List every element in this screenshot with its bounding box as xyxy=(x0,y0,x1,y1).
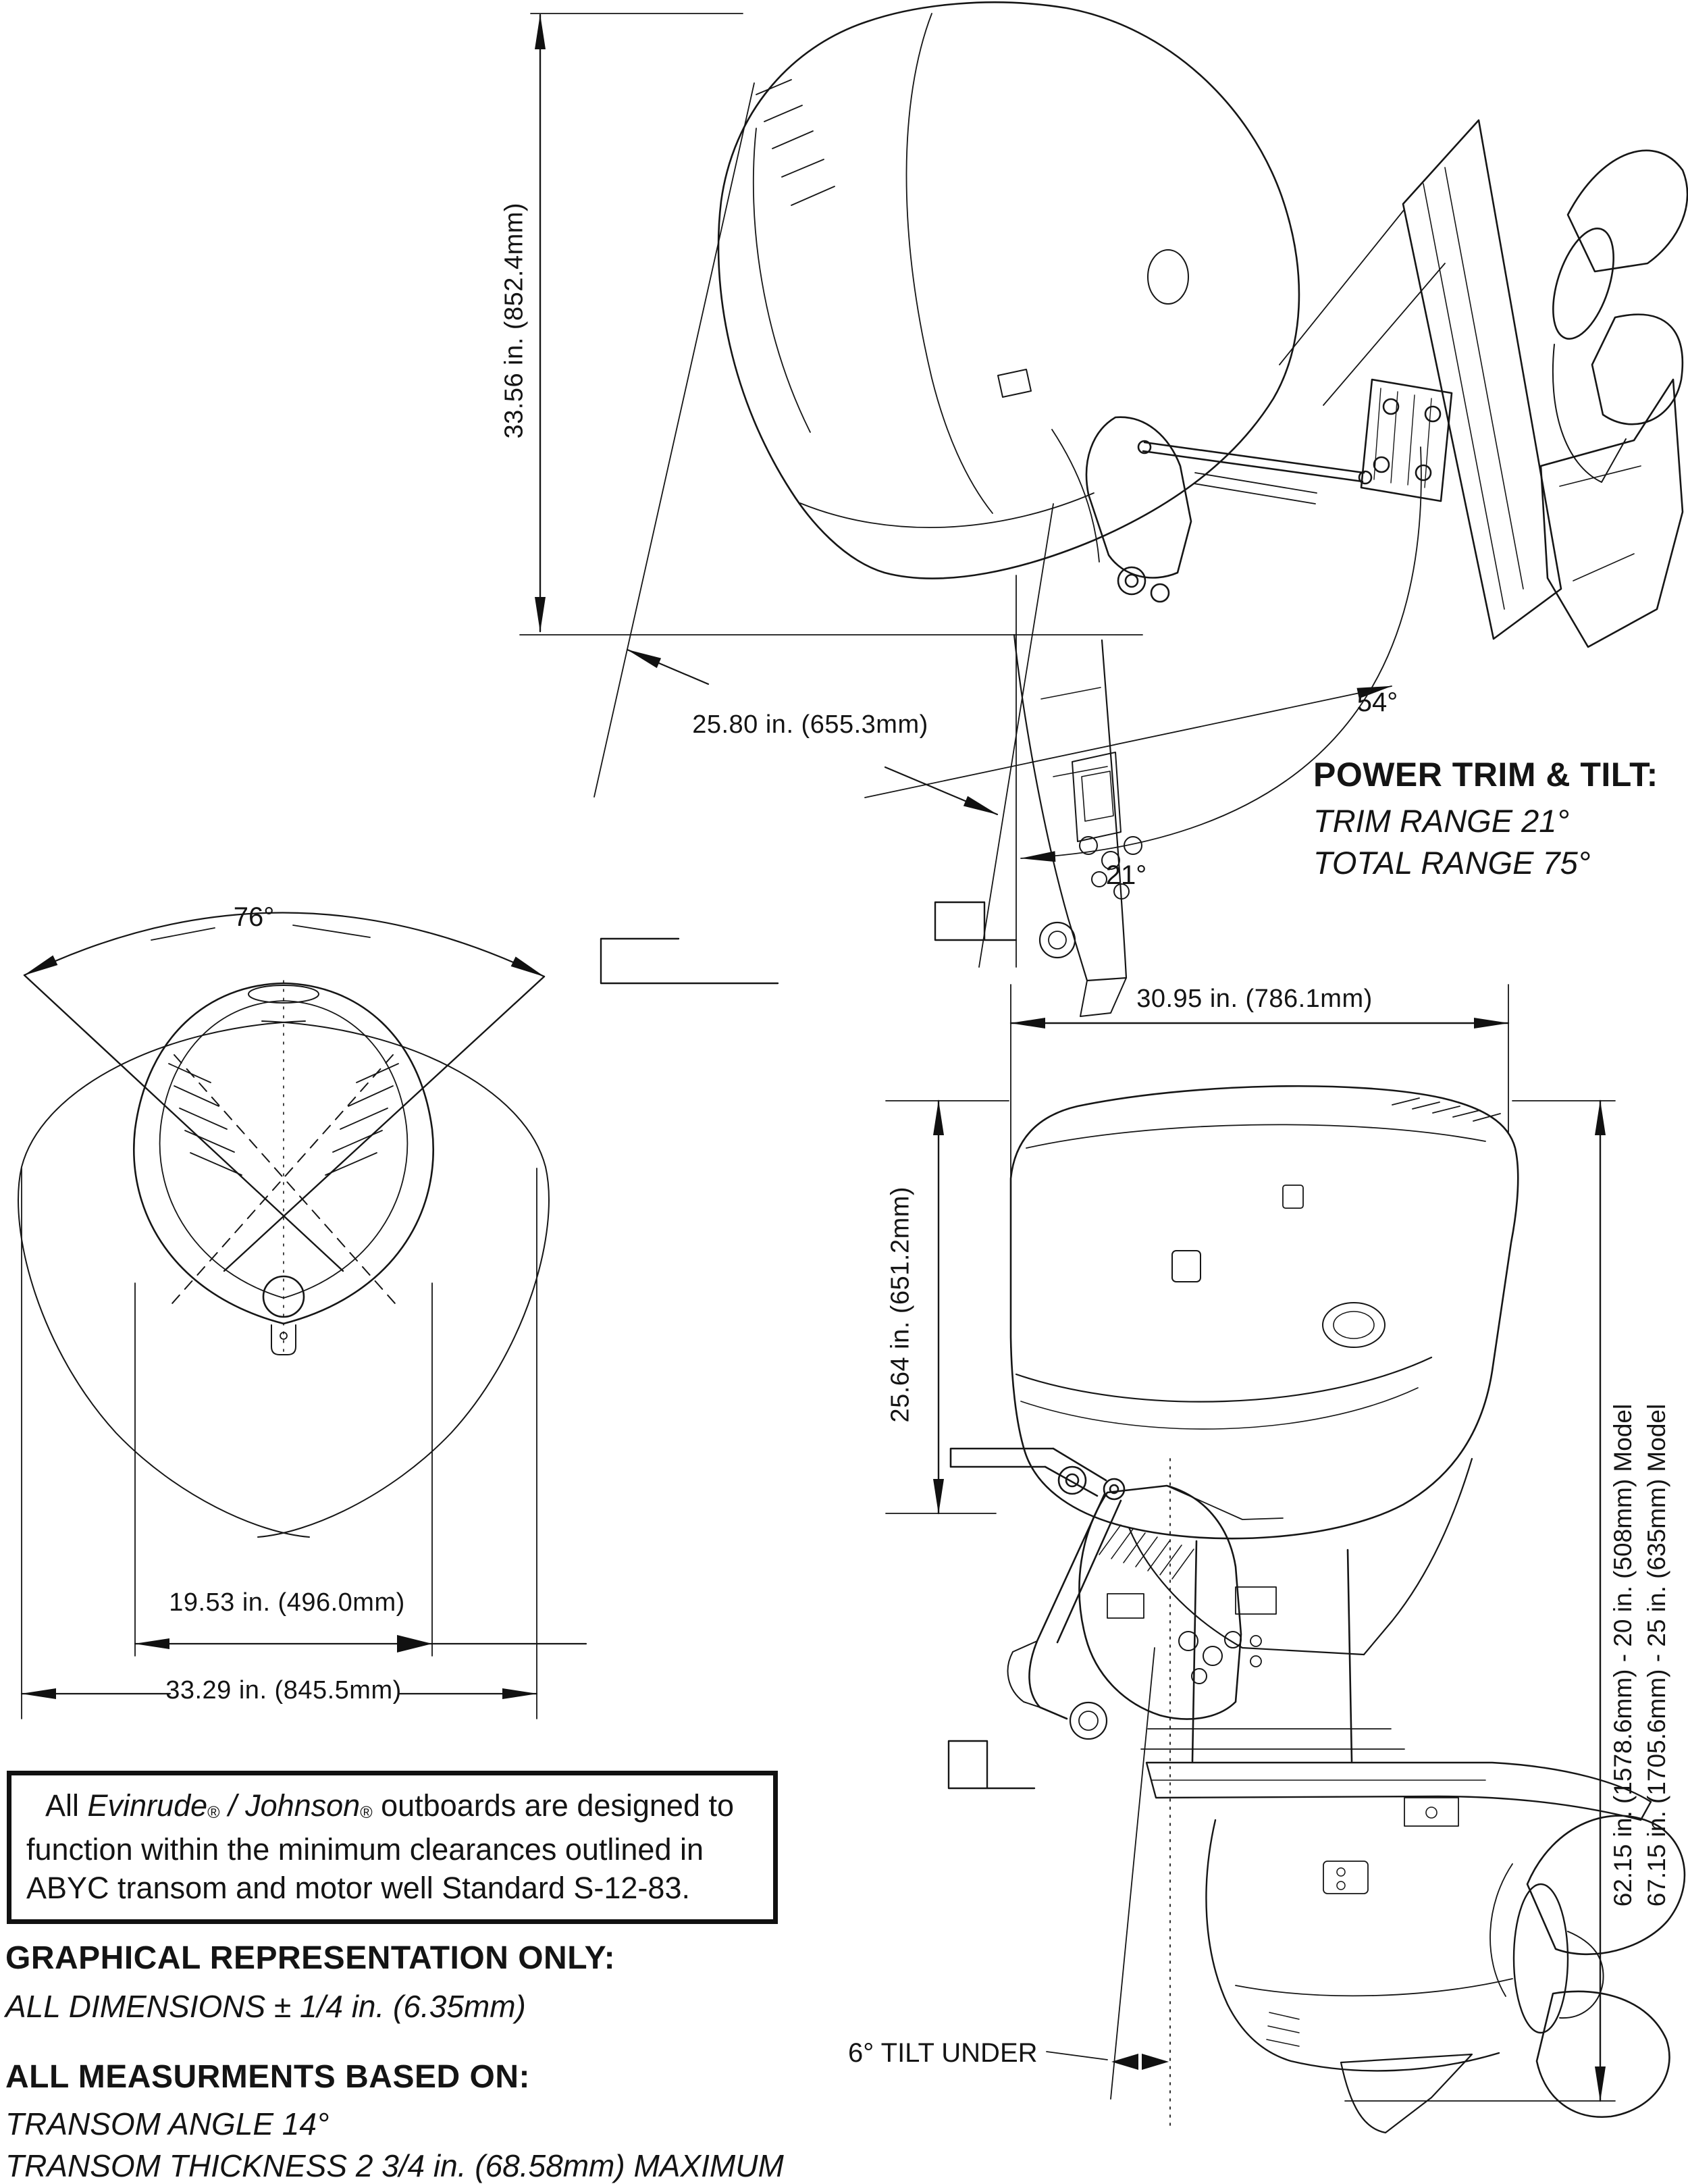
top-view-drawing xyxy=(18,975,549,1537)
tilt-under-label: 6° TILT UNDER xyxy=(848,2038,1038,2068)
steering-angle-label: 76° xyxy=(233,902,275,932)
note-separator: / xyxy=(219,1788,246,1823)
swing-width-dimension-label: 33.29 in. (845.5mm) xyxy=(165,1676,402,1705)
model-20in-label: 62.15 in. (1578.6mm) - 20 in. (508mm) Model xyxy=(1609,1403,1637,1907)
registered-mark-icon: ® xyxy=(360,1803,373,1822)
trim-angle-label: 21° xyxy=(1105,860,1147,890)
brand-johnson: Johnson xyxy=(245,1788,361,1823)
transom-angle-note: TRANSOM ANGLE 14° xyxy=(5,2106,329,2141)
total-range-label: TOTAL RANGE 75° xyxy=(1313,845,1591,881)
brand-evinrude: Evinrude xyxy=(87,1788,208,1823)
model-25in-label: 67.15 in. (1705.6mm) - 25 in. (635mm) Model xyxy=(1643,1403,1670,1907)
transom-thickness-note: TRANSOM THICKNESS 2 3/4 in. (68.58mm) MAXIMUM xyxy=(5,2148,784,2183)
side-view-drawing xyxy=(949,1086,1685,2133)
clearance-note-box xyxy=(7,1771,778,1924)
height-dimension-label: 33.56 in. (852.4mm) xyxy=(500,202,529,439)
trim-range-label: TRIM RANGE 21° xyxy=(1313,803,1570,839)
graphical-heading: GRAPHICAL REPRESENTATION ONLY: xyxy=(5,1940,616,1976)
power-trim-tilt-heading: POWER TRIM & TILT: xyxy=(1313,756,1658,794)
note-prefix: All xyxy=(45,1788,88,1823)
width-dimension-label: 30.95 in. (786.1mm) xyxy=(1136,985,1373,1013)
registered-mark-icon: ® xyxy=(207,1803,220,1822)
cowl-width-dimension-label: 19.53 in. (496.0mm) xyxy=(169,1588,405,1617)
depth-dimension-label: 25.80 in. (655.3mm) xyxy=(692,710,928,739)
measurements-heading: ALL MEASURMENTS BASED ON: xyxy=(5,2059,530,2095)
tilt-angle-label: 54° xyxy=(1356,687,1398,717)
graphical-note: ALL DIMENSIONS ± 1/4 in. (6.35mm) xyxy=(5,1989,526,2024)
side-view-dimensions xyxy=(886,985,1615,2101)
side-height-dimension-label: 25.64 in. (651.2mm) xyxy=(886,1186,915,1423)
note-body: outboards are designed to function within the minimum clearances outlined in ABYC transom and motor well Standard S-12-83. xyxy=(26,1788,735,1905)
tilted-motor-dimensions xyxy=(520,14,1421,967)
